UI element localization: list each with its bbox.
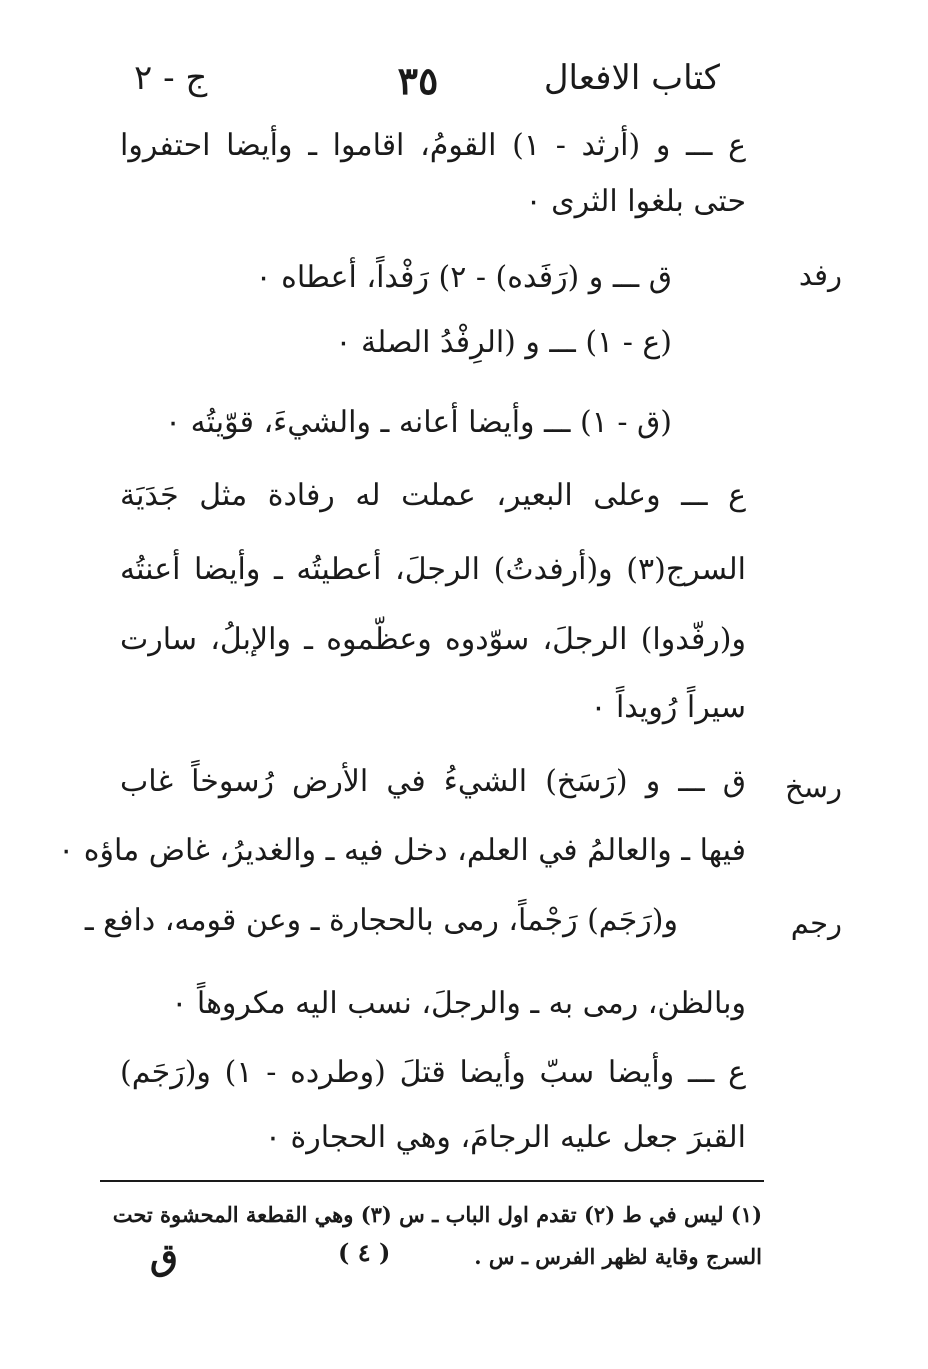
text-line: و(رَجَم) رَجْماً، رمى بالحجارة ـ وعن قومه، دافع ـ bbox=[84, 903, 678, 938]
text-line: ع ـــ وأيضا سبّ وأيضا قتلَ (وطرده - ١) و(رَجَم) bbox=[120, 1055, 746, 1090]
text-line: السرج(٣) و(أرفدتُ) الرجلَ، أعطيتُه ـ وأيضا أعنتُه bbox=[120, 552, 746, 587]
book-title: كتاب الافعال bbox=[543, 58, 720, 98]
page-number: ٣٥ bbox=[397, 58, 439, 103]
text-line: ع ـــ وعلى البعير، عملت له رفادة مثل جَدَيَة bbox=[120, 478, 746, 513]
part-number: ج - ٢ bbox=[134, 58, 208, 98]
text-line: حتى بلغوا الثرى ٠ bbox=[525, 184, 746, 219]
text-line: و(رفّدوا) الرجلَ، سوّدوه وعظّموه ـ والإبلُ، سارت bbox=[120, 622, 746, 657]
root-entry-rajam: رجم bbox=[790, 906, 842, 940]
text-line: ق ـــ و (رَفَده) - ٢) رَفْداً، أعطاه ٠ bbox=[255, 260, 672, 295]
footnote-separator bbox=[100, 1180, 764, 1182]
root-entry-rasakh: رسخ bbox=[784, 770, 842, 804]
signature-letter: ق bbox=[150, 1236, 178, 1278]
text-line: ع ـــ و (أرثد - ١) القومُ، اقاموا ـ وأيضا احتفروا bbox=[120, 128, 746, 163]
footnote-line: السرج وقاية لظهر الفرس ـ س . bbox=[474, 1244, 762, 1269]
text-line: وبالظن، رمى به ـ والرجلَ، نسب اليه مكروهاً ٠ bbox=[171, 986, 746, 1021]
text-line: (ق - ١) ـــ وأيضا أعانه ـ والشيءَ، قوّيتُه ٠ bbox=[164, 405, 672, 440]
signature-number: ( ٤ ) bbox=[338, 1238, 391, 1267]
text-line: (ع - ١) ـــ و (الرِفْدُ الصلة ٠ bbox=[335, 325, 672, 360]
footnote-line: (١) ليس في ط (٢) تقدم اول الباب ـ س (٣) وهي القطعة المحشوة تحت bbox=[112, 1202, 762, 1227]
text-line: سيراً رُويداً ٠ bbox=[590, 690, 746, 725]
text-line: فيها ـ والعالمُ في العلم، دخل فيه ـ والغديرُ، غاض ماؤه ٠ bbox=[58, 833, 746, 868]
text-line: القبرَ جعل عليه الرجامَ، وهي الحجارة ٠ bbox=[264, 1120, 746, 1155]
root-entry-rafad: رفد bbox=[798, 258, 842, 292]
text-line: ق ـــ و (رَسَخ) الشيءُ في الأرض رُسوخاً غاب bbox=[120, 764, 746, 799]
